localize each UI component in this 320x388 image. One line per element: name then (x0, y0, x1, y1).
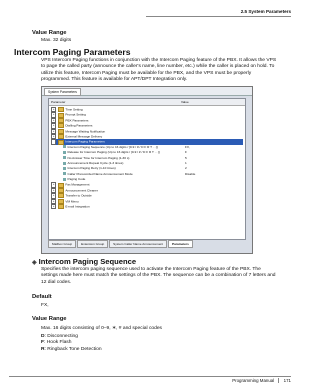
manual-name: Programming Manual (232, 378, 275, 383)
tree-row-label: External Message Delivery (65, 134, 103, 139)
tree-row-label: VM Menu (65, 199, 79, 204)
tree-row-label: Dialling Parameters (65, 123, 93, 128)
tree-row-label: PBX Parameters (65, 118, 89, 123)
bottom-tab-bar (48, 240, 246, 248)
value-range-line: Max. 16 digits consisting of 0–9, ∗, # and special codes (41, 326, 162, 331)
tree-row-value[interactable]: 2 (185, 166, 187, 171)
page-number: 171 (283, 378, 291, 383)
expand-icon[interactable]: + (52, 123, 55, 128)
footer-rule (9, 376, 291, 377)
expand-icon[interactable]: + (52, 117, 55, 122)
page-footer (232, 378, 291, 383)
parameter-icon (63, 167, 66, 170)
tree-row-label: Intercom Paging Sequence (Up to 16 digits / [0-9 / # / D F R T . . ]) (67, 144, 159, 149)
header-rule (146, 16, 291, 17)
screenshot-top-bar (42, 87, 252, 96)
tree-row-label: Time Setting (65, 107, 83, 112)
tree-row-label: Message Waiting Notification (65, 129, 106, 134)
subsection-title-text: Intercom Paging Sequence (38, 257, 137, 266)
default-heading: Default (32, 294, 52, 300)
parameter-icon (63, 151, 66, 154)
bottom-tab[interactable]: System Caller Name Announcement (109, 240, 167, 248)
expand-icon[interactable]: + (52, 112, 55, 117)
subsection-title (32, 257, 136, 266)
parameter-icon (63, 162, 66, 165)
parameter-icon (63, 172, 66, 175)
diamond-icon: ◈ (32, 260, 37, 266)
special-code: R (41, 346, 45, 352)
subsection-body: Specifies the intercom paging sequence used to activate the Intercom Paging feature of the PBX. The settings made here must match the settings of the PBX. The sequence can be a combination of 7 letters and 12 dial codes. (41, 267, 276, 285)
parameter-icon (63, 178, 66, 181)
collapse-icon[interactable]: − (52, 139, 55, 144)
tree-row-label: Caller Prerecorded Name Announcement Mode (67, 171, 133, 176)
panel-header (49, 99, 245, 106)
parameter-icon (63, 145, 66, 148)
column-value: Value (181, 100, 189, 104)
column-parameter: Parameter (51, 100, 66, 104)
tree-row-label: Prompt Setting (65, 112, 86, 117)
tree-row-label: Release for Intercom Paging (Up to 16 digits / [0-9 / # / D F R T . . ]) (67, 150, 161, 155)
section-header: 2.5 System Parameters (240, 9, 291, 14)
tree-row-label: Paging Code (67, 177, 86, 182)
folder-icon (58, 204, 64, 209)
value-range-heading-2: Value Range (32, 316, 67, 322)
tree-row[interactable] (51, 204, 243, 209)
special-code-desc: : Ringback Tone Detection (44, 346, 102, 352)
expand-icon[interactable]: + (52, 133, 55, 138)
expand-icon[interactable]: + (52, 128, 55, 133)
tree-row-label: No Answer Time for Intercom Paging (1-30 s) (67, 155, 130, 160)
tree-row-value[interactable]: 5 (185, 155, 187, 160)
default-value: FX, (41, 303, 49, 308)
parameter-icon (63, 156, 66, 159)
app-screenshot (41, 86, 253, 254)
section-body: VPS Intercom Paging functions in conjunction with the Intercom Paging feature of the PBX. It allows the VPS to page the called party (announce the caller's name, line number, etc.) while the caller is placed on hold. To utilize this feature, Intercom Paging must be available for the PBX, and the VPS must be properly programmed. This feature is available for APT/DPT Integration only. (41, 58, 277, 82)
section-title: Intercom Paging Parameters (14, 47, 131, 57)
parameter-tree (51, 107, 243, 209)
special-code-item (41, 347, 102, 353)
parameter-panel (48, 98, 246, 240)
bottom-tab[interactable]: Extension Group (77, 240, 108, 248)
expand-icon[interactable]: + (52, 182, 55, 187)
tree-row-label: E-mail Integration (65, 204, 90, 209)
tree-row-value[interactable]: F (185, 150, 187, 155)
footer-separator (278, 378, 279, 383)
expand-icon[interactable]: + (52, 204, 55, 209)
tree-row-label: Intercom Paging Parameters (65, 139, 105, 144)
expand-icon[interactable]: + (52, 107, 55, 111)
bottom-tab[interactable]: Mailbox Group (48, 240, 76, 248)
expand-icon[interactable]: + (52, 193, 55, 198)
expand-icon[interactable]: + (52, 187, 55, 192)
value-range-text: Max. 32 digits (41, 38, 72, 43)
special-code-desc: : Disconnecting (44, 334, 78, 339)
special-codes-list (41, 334, 102, 353)
value-range-heading: Value Range (32, 30, 67, 36)
special-code: F (41, 340, 44, 346)
tree-row-value[interactable]: FX, (185, 144, 190, 149)
expand-icon[interactable]: + (52, 198, 55, 203)
tree-row-value[interactable]: Disable (185, 171, 196, 176)
bottom-tab[interactable]: Parameters (168, 240, 193, 248)
tree-row-label: Transfer to Outside (65, 193, 92, 198)
special-code-desc: : Hook Flash (44, 340, 72, 346)
tree-row-label: Fax Management (65, 182, 90, 187)
tree-row-label: Announcement Repeat Cycle (1-3 times) (67, 160, 124, 165)
tree-row-label: Announcement Cleaner (65, 188, 98, 193)
tab-system-parameters[interactable]: System Parameters (44, 88, 81, 96)
tree-row-value[interactable]: 1 (185, 160, 187, 165)
special-code: D (41, 334, 45, 339)
tree-row-label: Intercom Paging Retry (1-10 times) (67, 166, 116, 171)
